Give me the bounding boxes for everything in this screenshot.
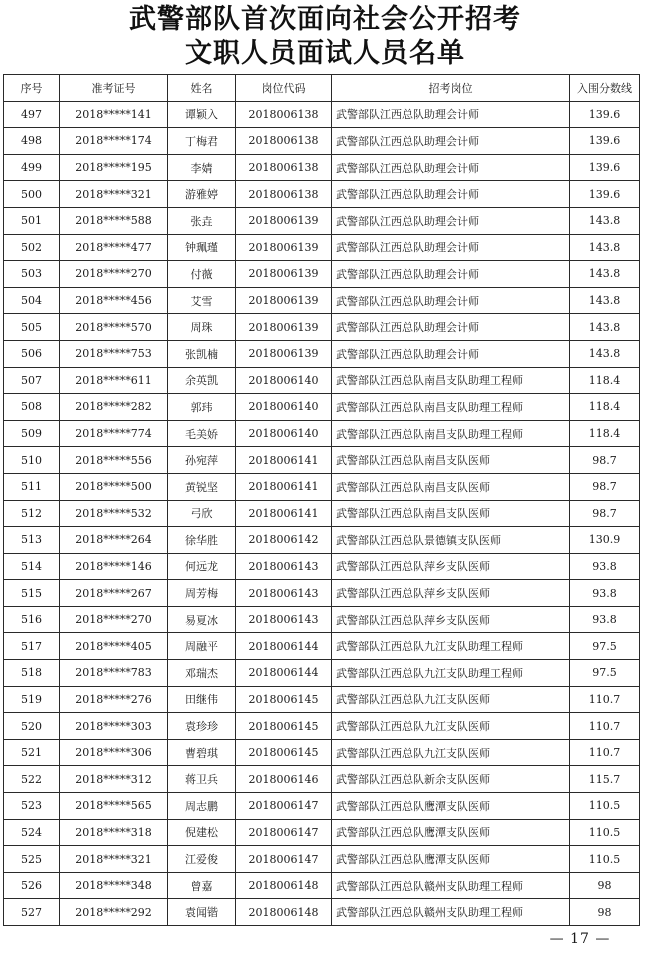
- cell-name: 曾嘉: [168, 872, 236, 899]
- cell-seq: 502: [4, 234, 60, 261]
- cell-score-line: 98: [570, 899, 640, 926]
- cell-score-line: 93.8: [570, 606, 640, 633]
- cell-ticket-no: 2018*****267: [60, 580, 168, 607]
- cell-position: 武警部队江西总队助理会计师: [332, 181, 570, 208]
- cell-name: 蒋卫兵: [168, 766, 236, 793]
- cell-score-line: 118.4: [570, 394, 640, 421]
- cell-score-line: 143.8: [570, 314, 640, 341]
- cell-name: 毛美娇: [168, 420, 236, 447]
- cell-ticket-no: 2018*****753: [60, 340, 168, 367]
- cell-score-line: 139.6: [570, 101, 640, 128]
- cell-name: 易夏冰: [168, 606, 236, 633]
- cell-seq: 508: [4, 394, 60, 421]
- cell-position-code: 2018006141: [236, 473, 332, 500]
- document-title-line1: 武警部队首次面向社会公开招考: [129, 4, 521, 35]
- cell-seq: 526: [4, 872, 60, 899]
- cell-score-line: 118.4: [570, 367, 640, 394]
- cell-position-code: 2018006138: [236, 128, 332, 155]
- cell-name: 邓瑞杰: [168, 660, 236, 687]
- cell-position-code: 2018006145: [236, 686, 332, 713]
- cell-position: 武警部队江西总队助理会计师: [332, 207, 570, 234]
- cell-position-code: 2018006142: [236, 527, 332, 554]
- cell-seq: 519: [4, 686, 60, 713]
- cell-score-line: 98.7: [570, 447, 640, 474]
- table-row: [4, 713, 640, 740]
- cell-name: 郭玮: [168, 394, 236, 421]
- cell-position: 武警部队江西总队南昌支队医师: [332, 500, 570, 527]
- cell-position: 武警部队江西总队助理会计师: [332, 261, 570, 288]
- table-row: [4, 766, 640, 793]
- cell-position-code: 2018006145: [236, 713, 332, 740]
- cell-seq: 524: [4, 819, 60, 846]
- cell-name: 徐华胜: [168, 527, 236, 554]
- cell-seq: 513: [4, 527, 60, 554]
- cell-name: 付薇: [168, 261, 236, 288]
- page-number: — 17 —: [549, 931, 611, 947]
- cell-name: 游雅婷: [168, 181, 236, 208]
- cell-position: 武警部队江西总队萍乡支队医师: [332, 553, 570, 580]
- cell-seq: 512: [4, 500, 60, 527]
- cell-name: 曹碧琪: [168, 739, 236, 766]
- cell-name: 弓欣: [168, 500, 236, 527]
- table-row: [4, 420, 640, 447]
- cell-score-line: 110.7: [570, 686, 640, 713]
- cell-score-line: 98.7: [570, 473, 640, 500]
- cell-position-code: 2018006148: [236, 872, 332, 899]
- cell-name: 周珠: [168, 314, 236, 341]
- cell-ticket-no: 2018*****477: [60, 234, 168, 261]
- cell-position-code: 2018006146: [236, 766, 332, 793]
- cell-ticket-no: 2018*****312: [60, 766, 168, 793]
- table-row: [4, 473, 640, 500]
- table-row: [4, 633, 640, 660]
- cell-ticket-no: 2018*****270: [60, 606, 168, 633]
- cell-position: 武警部队江西总队九江支队助理工程师: [332, 660, 570, 687]
- cell-name: 周芳梅: [168, 580, 236, 607]
- table-row: [4, 314, 640, 341]
- cell-ticket-no: 2018*****588: [60, 207, 168, 234]
- cell-position: 武警部队江西总队九江支队助理工程师: [332, 633, 570, 660]
- table-row: [4, 872, 640, 899]
- cell-position-code: 2018006139: [236, 234, 332, 261]
- cell-name: 李婧: [168, 154, 236, 181]
- table-row: [4, 819, 640, 846]
- cell-score-line: 115.7: [570, 766, 640, 793]
- cell-position: 武警部队江西总队景德镇支队医师: [332, 527, 570, 554]
- cell-position-code: 2018006147: [236, 793, 332, 820]
- cell-ticket-no: 2018*****500: [60, 473, 168, 500]
- cell-seq: 500: [4, 181, 60, 208]
- cell-seq: 515: [4, 580, 60, 607]
- cell-position: 武警部队江西总队南昌支队助理工程师: [332, 367, 570, 394]
- cell-position-code: 2018006141: [236, 500, 332, 527]
- table-row: [4, 686, 640, 713]
- cell-name: 袁珍珍: [168, 713, 236, 740]
- cell-ticket-no: 2018*****611: [60, 367, 168, 394]
- cell-ticket-no: 2018*****532: [60, 500, 168, 527]
- cell-seq: 510: [4, 447, 60, 474]
- cell-ticket-no: 2018*****570: [60, 314, 168, 341]
- header-position: 招考岗位: [332, 75, 570, 102]
- header-seq: 序号: [4, 75, 60, 102]
- table-row: [4, 553, 640, 580]
- cell-position: 武警部队江西总队赣州支队助理工程师: [332, 872, 570, 899]
- cell-seq: 501: [4, 207, 60, 234]
- cell-seq: 518: [4, 660, 60, 687]
- cell-position-code: 2018006138: [236, 101, 332, 128]
- cell-score-line: 130.9: [570, 527, 640, 554]
- cell-seq: 498: [4, 128, 60, 155]
- cell-name: 余英凯: [168, 367, 236, 394]
- cell-ticket-no: 2018*****565: [60, 793, 168, 820]
- cell-ticket-no: 2018*****264: [60, 527, 168, 554]
- cell-position: 武警部队江西总队新余支队医师: [332, 766, 570, 793]
- cell-position: 武警部队江西总队九江支队医师: [332, 739, 570, 766]
- cell-ticket-no: 2018*****276: [60, 686, 168, 713]
- cell-position-code: 2018006140: [236, 394, 332, 421]
- cell-ticket-no: 2018*****783: [60, 660, 168, 687]
- table-row: [4, 739, 640, 766]
- cell-seq: 520: [4, 713, 60, 740]
- cell-ticket-no: 2018*****270: [60, 261, 168, 288]
- cell-name: 袁闻锴: [168, 899, 236, 926]
- cell-position: 武警部队江西总队助理会计师: [332, 234, 570, 261]
- cell-position-code: 2018006139: [236, 287, 332, 314]
- cell-ticket-no: 2018*****456: [60, 287, 168, 314]
- cell-name: 田继伟: [168, 686, 236, 713]
- cell-position: 武警部队江西总队赣州支队助理工程师: [332, 899, 570, 926]
- cell-ticket-no: 2018*****195: [60, 154, 168, 181]
- cell-seq: 522: [4, 766, 60, 793]
- cell-position: 武警部队江西总队南昌支队助理工程师: [332, 394, 570, 421]
- cell-score-line: 110.5: [570, 819, 640, 846]
- cell-name: 谭颖入: [168, 101, 236, 128]
- cell-name: 孙宛萍: [168, 447, 236, 474]
- cell-ticket-no: 2018*****306: [60, 739, 168, 766]
- table-row: [4, 899, 640, 926]
- cell-position: 武警部队江西总队助理会计师: [332, 101, 570, 128]
- table-header-row: [4, 75, 640, 102]
- cell-score-line: 110.7: [570, 739, 640, 766]
- cell-score-line: 110.5: [570, 793, 640, 820]
- cell-seq: 521: [4, 739, 60, 766]
- cell-position-code: 2018006139: [236, 314, 332, 341]
- table-row: [4, 261, 640, 288]
- cell-score-line: 143.8: [570, 261, 640, 288]
- cell-seq: 499: [4, 154, 60, 181]
- cell-position: 武警部队江西总队助理会计师: [332, 287, 570, 314]
- cell-seq: 504: [4, 287, 60, 314]
- cell-seq: 516: [4, 606, 60, 633]
- table-row: [4, 447, 640, 474]
- cell-position-code: 2018006143: [236, 580, 332, 607]
- cell-position-code: 2018006139: [236, 261, 332, 288]
- table-row: [4, 580, 640, 607]
- cell-score-line: 110.5: [570, 846, 640, 873]
- cell-position: 武警部队江西总队九江支队医师: [332, 686, 570, 713]
- cell-ticket-no: 2018*****321: [60, 181, 168, 208]
- cell-position-code: 2018006140: [236, 420, 332, 447]
- document-title-line2: 文职人员面试人员名单: [185, 38, 465, 69]
- cell-score-line: 143.8: [570, 207, 640, 234]
- cell-seq: 523: [4, 793, 60, 820]
- cell-position: 武警部队江西总队萍乡支队医师: [332, 580, 570, 607]
- table-row: [4, 340, 640, 367]
- cell-score-line: 143.8: [570, 340, 640, 367]
- cell-position: 武警部队江西总队九江支队医师: [332, 713, 570, 740]
- cell-ticket-no: 2018*****321: [60, 846, 168, 873]
- cell-score-line: 143.8: [570, 234, 640, 261]
- cell-name: 倪建松: [168, 819, 236, 846]
- cell-position-code: 2018006140: [236, 367, 332, 394]
- cell-seq: 527: [4, 899, 60, 926]
- cell-ticket-no: 2018*****282: [60, 394, 168, 421]
- cell-seq: 514: [4, 553, 60, 580]
- cell-position: 武警部队江西总队南昌支队医师: [332, 447, 570, 474]
- cell-score-line: 98.7: [570, 500, 640, 527]
- cell-score-line: 118.4: [570, 420, 640, 447]
- cell-name: 江爱俊: [168, 846, 236, 873]
- cell-score-line: 139.6: [570, 181, 640, 208]
- cell-name: 张凯楠: [168, 340, 236, 367]
- cell-ticket-no: 2018*****174: [60, 128, 168, 155]
- cell-position: 武警部队江西总队南昌支队助理工程师: [332, 420, 570, 447]
- cell-position-code: 2018006145: [236, 739, 332, 766]
- cell-ticket-no: 2018*****292: [60, 899, 168, 926]
- table-row: [4, 527, 640, 554]
- table-row: [4, 606, 640, 633]
- table-row: [4, 101, 640, 128]
- cell-position: 武警部队江西总队助理会计师: [332, 154, 570, 181]
- cell-position-code: 2018006138: [236, 154, 332, 181]
- cell-score-line: 97.5: [570, 660, 640, 687]
- cell-position-code: 2018006138: [236, 181, 332, 208]
- candidate-table: [3, 74, 640, 926]
- cell-ticket-no: 2018*****774: [60, 420, 168, 447]
- table-row: [4, 500, 640, 527]
- cell-position-code: 2018006141: [236, 447, 332, 474]
- cell-seq: 503: [4, 261, 60, 288]
- cell-score-line: 98: [570, 872, 640, 899]
- cell-score-line: 143.8: [570, 287, 640, 314]
- cell-position: 武警部队江西总队萍乡支队医师: [332, 606, 570, 633]
- cell-position: 武警部队江西总队鹰潭支队医师: [332, 846, 570, 873]
- table-row: [4, 234, 640, 261]
- cell-name: 钟珮瑾: [168, 234, 236, 261]
- cell-position-code: 2018006144: [236, 633, 332, 660]
- cell-score-line: 97.5: [570, 633, 640, 660]
- cell-seq: 507: [4, 367, 60, 394]
- cell-seq: 506: [4, 340, 60, 367]
- cell-seq: 497: [4, 101, 60, 128]
- cell-position-code: 2018006143: [236, 606, 332, 633]
- cell-name: 何远龙: [168, 553, 236, 580]
- cell-seq: 505: [4, 314, 60, 341]
- cell-ticket-no: 2018*****303: [60, 713, 168, 740]
- header-score-line: 入围分数线: [570, 75, 640, 102]
- cell-position: 武警部队江西总队助理会计师: [332, 314, 570, 341]
- table-row: [4, 846, 640, 873]
- cell-seq: 509: [4, 420, 60, 447]
- table-row: [4, 367, 640, 394]
- cell-position-code: 2018006148: [236, 899, 332, 926]
- cell-score-line: 139.6: [570, 128, 640, 155]
- cell-name: 黄锐坚: [168, 473, 236, 500]
- cell-score-line: 139.6: [570, 154, 640, 181]
- cell-ticket-no: 2018*****318: [60, 819, 168, 846]
- table-row: [4, 128, 640, 155]
- cell-position-code: 2018006143: [236, 553, 332, 580]
- cell-ticket-no: 2018*****348: [60, 872, 168, 899]
- cell-score-line: 110.7: [570, 713, 640, 740]
- cell-ticket-no: 2018*****405: [60, 633, 168, 660]
- table-row: [4, 154, 640, 181]
- cell-position-code: 2018006147: [236, 846, 332, 873]
- cell-seq: 511: [4, 473, 60, 500]
- cell-name: 丁梅君: [168, 128, 236, 155]
- cell-seq: 525: [4, 846, 60, 873]
- cell-position-code: 2018006139: [236, 207, 332, 234]
- cell-position: 武警部队江西总队南昌支队医师: [332, 473, 570, 500]
- cell-ticket-no: 2018*****146: [60, 553, 168, 580]
- cell-name: 艾雪: [168, 287, 236, 314]
- cell-position: 武警部队江西总队助理会计师: [332, 128, 570, 155]
- cell-position-code: 2018006144: [236, 660, 332, 687]
- cell-position-code: 2018006139: [236, 340, 332, 367]
- table-row: [4, 660, 640, 687]
- table-row: [4, 793, 640, 820]
- table-row: [4, 287, 640, 314]
- cell-position-code: 2018006147: [236, 819, 332, 846]
- cell-seq: 517: [4, 633, 60, 660]
- table-row: [4, 207, 640, 234]
- cell-position: 武警部队江西总队鹰潭支队医师: [332, 793, 570, 820]
- cell-score-line: 93.8: [570, 580, 640, 607]
- cell-position: 武警部队江西总队鹰潭支队医师: [332, 819, 570, 846]
- table-row: [4, 181, 640, 208]
- cell-name: 周志鹏: [168, 793, 236, 820]
- header-ticket-no: 准考证号: [60, 75, 168, 102]
- cell-name: 张垚: [168, 207, 236, 234]
- cell-ticket-no: 2018*****141: [60, 101, 168, 128]
- cell-name: 周融平: [168, 633, 236, 660]
- table-row: [4, 394, 640, 421]
- cell-position: 武警部队江西总队助理会计师: [332, 340, 570, 367]
- cell-ticket-no: 2018*****556: [60, 447, 168, 474]
- cell-score-line: 93.8: [570, 553, 640, 580]
- header-name: 姓名: [168, 75, 236, 102]
- header-position-code: 岗位代码: [236, 75, 332, 102]
